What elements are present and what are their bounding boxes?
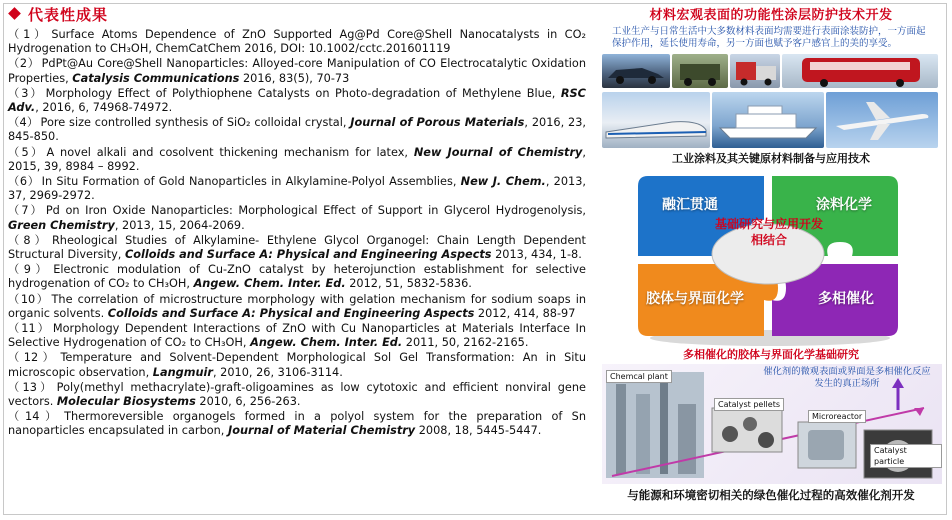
reference-number: （13） xyxy=(8,380,55,394)
section-title-text: 代表性成果 xyxy=(28,6,109,24)
reference-number: （9） xyxy=(8,263,52,277)
reference-journal: Angew. Chem. Inter. Ed. xyxy=(250,336,403,350)
reference-text: Pd on Iron Oxide Nanoparticles: Morphological Effect of Support in Glycerol Hydrogenolysis, xyxy=(45,204,586,218)
reference-number: （12） xyxy=(8,351,59,365)
catalysis-label: 多相催化的胶体与界面化学基础研究 xyxy=(683,348,859,361)
lorry-icon xyxy=(730,54,780,88)
reference-citation: 2012, 414, 88-97 xyxy=(474,306,576,320)
reference-item xyxy=(8,234,586,262)
section-title xyxy=(8,4,586,26)
reference-item xyxy=(8,410,586,438)
achievements-panel xyxy=(8,4,586,516)
research-panel xyxy=(598,4,944,516)
reference-citation: 2013, 434, 1-8. xyxy=(491,248,582,262)
reference-journal: New Journal of Chemistry xyxy=(413,145,583,159)
reference-journal: Green Chemistry xyxy=(8,218,115,232)
reference-citation: , 2013, 15, 2064-2069. xyxy=(114,218,245,232)
reference-journal: Catalysis Communications xyxy=(72,71,240,85)
catalysis-note: 催化剂的微观表面或界面是多相催化反应发生的真正场所 xyxy=(763,366,931,389)
reference-number: （14） xyxy=(8,410,63,424)
reference-text: PdPt@Au Core@Shell Nanoparticles: Alloyed-core Manipulation of CO Electrocatalytic Oxidation Properties, xyxy=(8,57,586,85)
reference-journal: Journal of Material Chemistry xyxy=(228,424,416,438)
reference-item xyxy=(8,204,586,232)
catalysis-scale-panel xyxy=(602,364,942,484)
reference-citation: 2011, 50, 2162-2165. xyxy=(402,336,529,350)
puzzle-top-left-label: 融汇贯通 xyxy=(662,197,718,213)
reference-citation: , 2013, 37, 2969-2972. xyxy=(8,175,586,203)
coating-title: 材料宏观表面的功能性涂层防护技术开发 xyxy=(649,8,893,23)
reference-number: （5） xyxy=(8,145,45,159)
diamond-bullet-icon xyxy=(8,7,21,20)
reference-citation: 2010, 6, 256-263. xyxy=(195,395,301,409)
reference-citation: , 2015, 39, 8984 – 8992. xyxy=(8,145,586,173)
reference-text: Surface Atoms Dependence of ZnO Supported Ag@Pd Core@Shell Nanocatalysts in CO₂ Hydrogenation to CH₃OH, ChemCatChem 2016, DOI: 10.1002/cctc.201601119 xyxy=(8,28,586,56)
car-photo xyxy=(602,54,670,88)
puzzle-bottom-right-label: 多相催化 xyxy=(818,291,874,307)
reference-journal: Angew. Chem. Inter. Ed. xyxy=(193,277,346,291)
puzzle-center-label: 基础研究与应用开发相结合 xyxy=(714,217,823,247)
reference-citation: 2016, 83(5), 70-73 xyxy=(239,71,350,85)
industry-label: 工业涂料及其关键原材料制备与应用技术 xyxy=(672,152,870,165)
reference-text: Pore size controlled synthesis of SiO₂ colloidal crystal, xyxy=(40,116,351,130)
reference-journal: Molecular Biosystems xyxy=(56,395,196,409)
reference-item xyxy=(8,351,586,379)
reference-text: The correlation of microstructure morphology with gelation mechanism for sodium soaps in organic solvents. xyxy=(8,292,586,320)
military-truck-photo xyxy=(672,54,728,88)
reference-citation: , 2016, 6, 74968-74972. xyxy=(35,101,173,115)
reference-item xyxy=(8,381,586,409)
reference-journal: Colloids and Surface A: Physical and Engineering Aspects xyxy=(107,306,475,320)
reference-citation: 2012, 51, 5832-5836. xyxy=(345,277,472,291)
chemical-plant-tag: Chemcal plant xyxy=(606,370,672,383)
reference-item xyxy=(8,175,586,203)
reference-item xyxy=(8,57,586,85)
application-photo-grid xyxy=(602,54,938,152)
reference-item xyxy=(8,263,586,291)
reference-journal: Colloids and Surface A: Physical and Engineering Aspects xyxy=(124,248,492,262)
reference-item xyxy=(8,28,586,56)
green-catalysis-label: 与能源和环境密切相关的绿色催化过程的高效催化剂开发 xyxy=(627,488,915,502)
reference-number: （3） xyxy=(8,86,44,100)
reference-number: （1） xyxy=(8,28,50,41)
reference-item xyxy=(8,322,586,350)
reference-citation: 2008, 18, 5445-5447. xyxy=(415,424,542,438)
truck-icon xyxy=(672,54,728,88)
ship-photo xyxy=(712,92,824,148)
reference-list xyxy=(8,28,586,439)
puzzle-graphic xyxy=(618,166,918,346)
car-icon xyxy=(602,54,670,88)
reference-text: Temperature and Solvent-Dependent Morphological Sol Gel Transformation: An in Situ microscopic observation, xyxy=(8,351,586,379)
reference-item xyxy=(8,293,586,321)
airplane-icon xyxy=(826,92,938,148)
puzzle-bottom-left-label: 胶体与界面化学 xyxy=(646,291,744,307)
airplane-photo xyxy=(826,92,938,148)
reference-item xyxy=(8,87,586,115)
reference-text: Poly(methyl methacrylate)-graft-oligoamines as low cytotoxic and efficient nonviral gene vectors. xyxy=(8,380,586,409)
reference-citation: , 2016, 23, 845-850. xyxy=(8,116,586,144)
train-icon xyxy=(602,92,710,148)
reference-journal: Journal of Porous Materials xyxy=(350,116,525,130)
reference-citation: , 2010, 26, 3106-3114. xyxy=(213,365,343,379)
bus-icon xyxy=(782,54,938,88)
reference-text: Electronic modulation of Cu-ZnO catalyst by heterojunction establishment for selective hydrogenation of CO₂ to CH₃OH, xyxy=(8,263,586,291)
reference-text: Morphology Effect of Polythiophene Catalysts on Photo-degradation of Methylene Blue, xyxy=(45,86,561,100)
reference-item xyxy=(8,146,586,174)
reference-number: （8） xyxy=(8,233,50,247)
reference-number: （11） xyxy=(8,322,51,336)
reference-text: In Situ Formation of Gold Nanoparticles in Alkylamine-Polyol Assemblies, xyxy=(41,175,461,189)
reference-number: （10） xyxy=(8,292,50,306)
bus-photo xyxy=(782,54,938,88)
red-truck-photo xyxy=(730,54,780,88)
reference-number: （2） xyxy=(8,57,40,71)
train-photo xyxy=(602,92,710,148)
ship-icon xyxy=(712,92,824,148)
coating-description: 工业生产与日常生活中大多数材料表面均需要进行表面涂装防护，一方面起保护作用，延长使用寿命，另一方面也赋予客户感官上的美的享受。 xyxy=(612,26,926,49)
reference-text: Morphology Dependent Interactions of ZnO with Cu Nanoparticles at Materials Interface In Selective Hydrogenation of CO₂ to CH₃OH, xyxy=(8,322,586,350)
reference-journal: New J. Chem. xyxy=(460,175,546,189)
reference-text: Rheological Studies of Alkylamine- Ethylene Glycol Organogel: Chain Length Dependent Structural Diversity, xyxy=(8,233,586,262)
microreactor-tag: Microreactor xyxy=(808,410,866,423)
reference-item xyxy=(8,116,586,144)
reference-text: A novel alkali and cosolvent thickening mechanism for latex, xyxy=(46,145,414,159)
reference-number: （4） xyxy=(8,116,39,130)
research-puzzle-diagram xyxy=(618,166,918,346)
catalyst-pellets-tag: Catalyst pellets xyxy=(714,398,784,411)
catalyst-particle-tag: Catalyst particle xyxy=(870,444,942,468)
reference-text: Thermoreversible organogels formed in a polyol system for the preparation of Sn nanoparticles encapsulated in carbon, xyxy=(8,410,586,438)
reference-journal: RSC Adv. xyxy=(8,86,586,115)
reference-journal: Langmuir xyxy=(152,365,213,379)
reference-number: （7） xyxy=(8,204,44,218)
puzzle-top-right-label: 涂料化学 xyxy=(816,197,872,213)
reference-number: （6） xyxy=(8,175,40,189)
